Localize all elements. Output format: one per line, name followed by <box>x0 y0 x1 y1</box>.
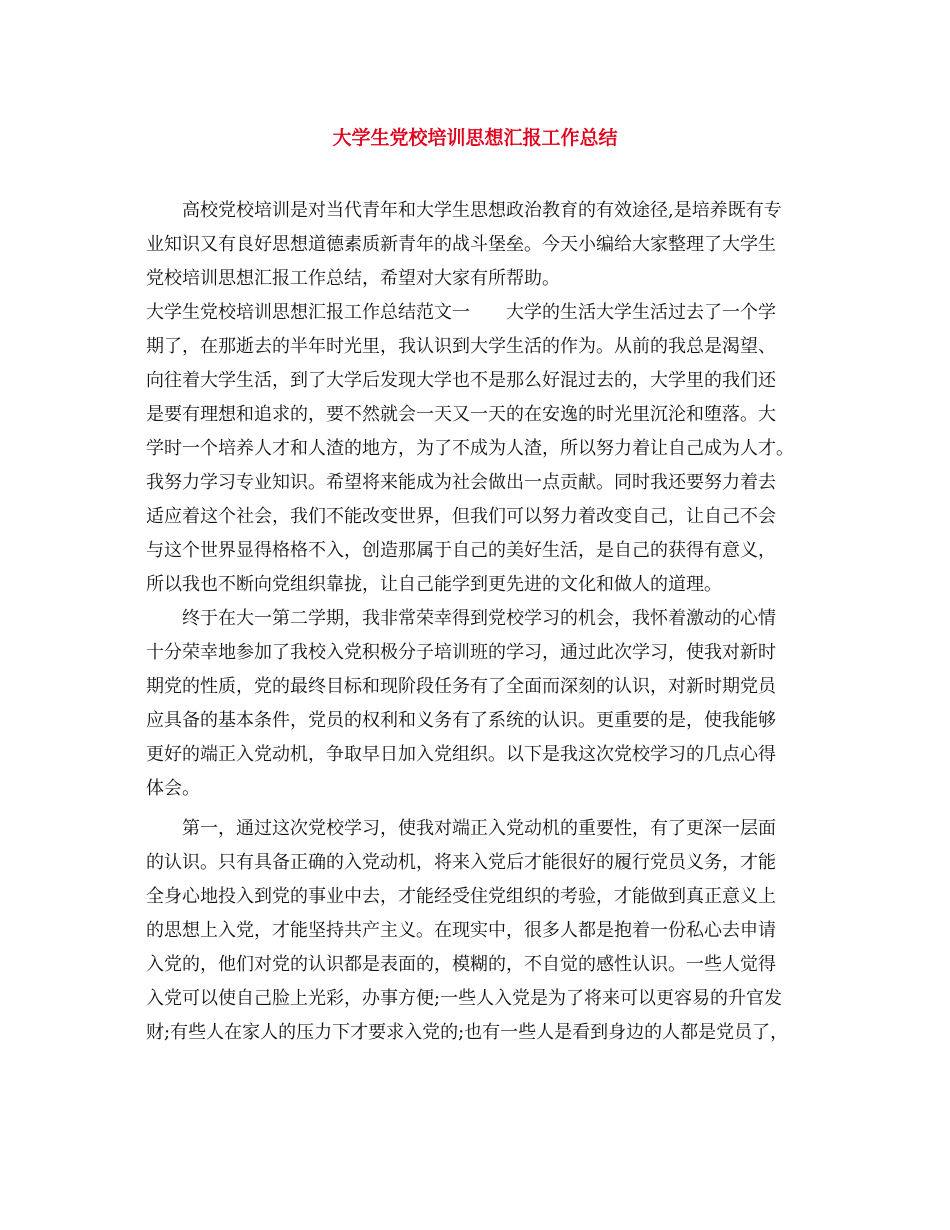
text-line: 财;有些人在家人的压力下才要求入党的;也有一些人是看到身边的人都是党员了， <box>146 1022 789 1043</box>
text-line: 所以我也不断向党组织靠拢，让自己能学到更先进的文化和做人的道理。 <box>146 574 722 595</box>
text-line: 适应着这个社会，我们不能改变世界，但我们可以努力着改变自己，让自己不会 <box>146 506 776 527</box>
text-line: 高校党校培训是对当代青年和大学生思想政治教育的有效途径,是培养既有专 <box>182 200 782 221</box>
text-line: 的思想上入党，才能坚持共产主义。在现实中，很多人都是抱着一份私心去申请 <box>146 920 776 941</box>
text-line: 期党的性质，党的最终目标和现阶段任务有了全面而深刻的认识，对新时期党员 <box>146 676 776 697</box>
text-line: 体会。 <box>146 778 200 799</box>
text-line: 大学生党校培训思想汇报工作总结范文一 大学的生活大学生活过去了一个学 <box>146 302 776 323</box>
text-line: 与这个世界显得格格不入，创造那属于自己的美好生活，是自己的获得有意义， <box>146 540 776 561</box>
text-line: 我努力学习专业知识。希望将来能成为社会做出一点贡献。同时我还要努力着去 <box>146 472 776 493</box>
text-line: 全身心地投入到党的事业中去，才能经受住党组织的考验，才能做到真正意义上 <box>146 886 776 907</box>
text-line: 业知识又有良好思想道德素质新青年的战斗堡垒。今天小编给大家整理了大学生 <box>146 234 776 255</box>
text-line: 是要有理想和追求的，要不然就会一天又一天的在安逸的时光里沉沦和堕落。大 <box>146 404 776 425</box>
text-line: 入党可以使自己脸上光彩，办事方便;一些人入党是为了将来可以更容易的升官发 <box>146 988 783 1009</box>
document-title: 大学生党校培训思想汇报工作总结 <box>332 127 618 149</box>
text-line: 向往着大学生活，到了大学后发现大学也不是那么好混过去的，大学里的我们还 <box>146 370 776 391</box>
text-line: 更好的端正入党动机，争取早日加入党组织。以下是我这次党校学习的几点心得 <box>146 744 776 765</box>
text-line: 第一，通过这次党校学习，使我对端正入党动机的重要性，有了更深一层面 <box>182 818 776 839</box>
text-line: 的认识。只有具备正确的入党动机，将来入党后才能很好的履行党员义务，才能 <box>146 852 776 873</box>
text-line: 党校培训思想汇报工作总结，希望对大家有所帮助。 <box>146 268 560 289</box>
text-line: 入党的，他们对党的认识都是表面的，模糊的，不自觉的感性认识。一些人觉得 <box>146 954 776 975</box>
text-line: 期了，在那逝去的半年时光里，我认识到大学生活的作为。从前的我总是渴望、 <box>146 336 776 357</box>
text-line: 终于在大一第二学期，我非常荣幸得到党校学习的机会，我怀着激动的心情 <box>182 608 776 629</box>
text-line: 学时一个培养人才和人渣的地方，为了不成为人渣，所以努力着让自己成为人才。 <box>146 438 794 459</box>
text-line: 应具备的基本条件，党员的权利和义务有了系统的认识。更重要的是，使我能够 <box>146 710 776 731</box>
text-line: 十分荣幸地参加了我校入党积极分子培训班的学习，通过此次学习，使我对新时 <box>146 642 776 663</box>
